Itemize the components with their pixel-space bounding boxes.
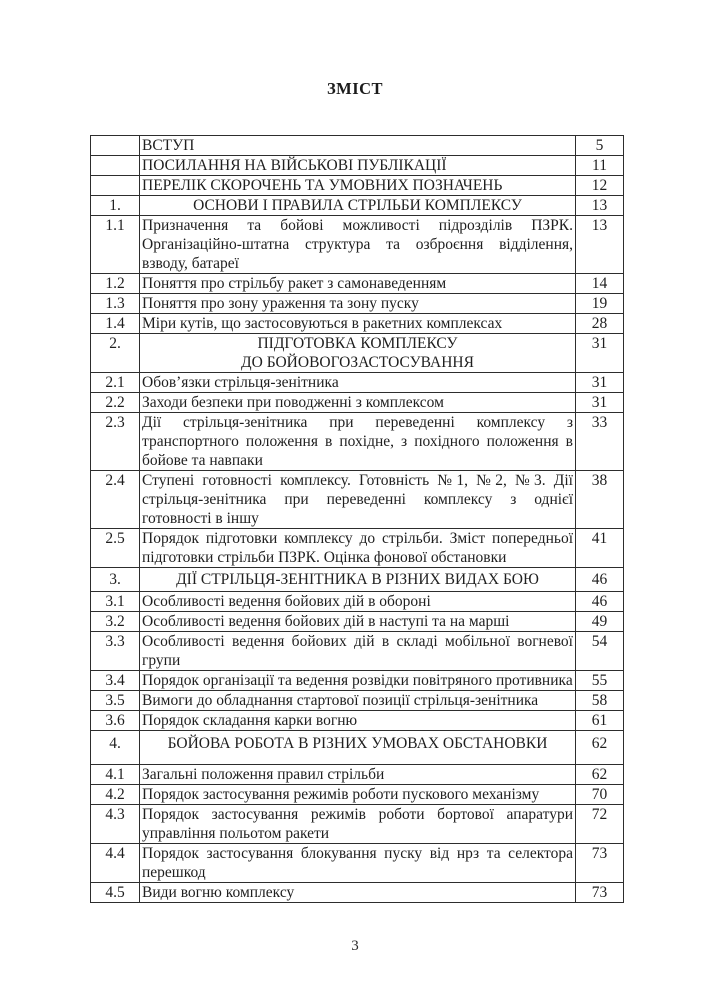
toc-row-number: 4.5 <box>91 883 140 903</box>
toc-row <box>91 612 624 632</box>
toc-row <box>91 413 624 471</box>
toc-row <box>91 765 624 785</box>
toc-row-title: Порядок застосування блокування пуску від нрз та селектора перешкод <box>140 844 576 883</box>
toc-row-number: 2. <box>91 334 140 373</box>
toc-row-page: 46 <box>576 568 624 592</box>
toc-row <box>91 216 624 274</box>
toc-row-page: 12 <box>576 176 624 196</box>
toc-row-number: 2.4 <box>91 471 140 529</box>
toc-row-title: Вимоги до обладнання стартової позиції стрільця-зенітника <box>140 691 576 711</box>
page-number: 3 <box>351 938 359 954</box>
toc-row-page: 55 <box>576 671 624 691</box>
toc-row-page: 31 <box>576 334 624 373</box>
toc-row-number: 4.2 <box>91 785 140 805</box>
toc-row-title: Порядок застосування режимів роботи пускового механізму <box>140 785 576 805</box>
toc-row-title: Порядок підготовки комплексу до стрільби. Зміст попередньої підготовки стрільби ПЗРК. Оцінка фонової обстановки <box>140 529 576 568</box>
toc-row <box>91 393 624 413</box>
toc-row-title: Призначення та бойові можливості підрозділів ПЗРК. Організаційно-штатна структура та озброєння відділення, взводу, батареї <box>140 216 576 274</box>
toc-row-page: 33 <box>576 413 624 471</box>
toc-row-title: БОЙОВА РОБОТА В РІЗНИХ УМОВАХ ОБСТАНОВКИ <box>140 731 576 765</box>
toc-row-title: Поняття про стрільбу ракет з самонаведенням <box>140 274 576 294</box>
toc-row-number: 3.4 <box>91 671 140 691</box>
toc-row <box>91 568 624 592</box>
toc-row-number: 4. <box>91 731 140 765</box>
toc-row-page: 13 <box>576 196 624 216</box>
toc-row-title: Особливості ведення бойових дій в складі мобільної вогневої групи <box>140 632 576 671</box>
toc-table <box>90 135 624 903</box>
toc-row-page: 11 <box>576 156 624 176</box>
toc-row-number: 4.4 <box>91 844 140 883</box>
toc-row <box>91 294 624 314</box>
toc-row <box>91 136 624 156</box>
toc-row <box>91 691 624 711</box>
toc-row-page: 72 <box>576 805 624 844</box>
toc-row-number <box>91 136 140 156</box>
toc-row-title: Види вогню комплексу <box>140 883 576 903</box>
toc-row-number: 2.2 <box>91 393 140 413</box>
toc-row-number: 1. <box>91 196 140 216</box>
toc-row <box>91 176 624 196</box>
toc-row-page: 13 <box>576 216 624 274</box>
toc-row <box>91 844 624 883</box>
toc-row-title: Ступені готовності комплексу. Готовність №1, №2, №3. Дії стрільця-зенітника при переведенні комплексу з однієї готовності в іншу <box>140 471 576 529</box>
toc-row-page: 38 <box>576 471 624 529</box>
toc-row-title: ОСНОВИ І ПРАВИЛА СТРІЛЬБИ КОМПЛЕКСУ <box>140 196 576 216</box>
toc-row-page: 58 <box>576 691 624 711</box>
toc-row-page: 14 <box>576 274 624 294</box>
toc-row-number: 3.6 <box>91 711 140 731</box>
toc-row-title: Поняття про зону ураження та зону пуску <box>140 294 576 314</box>
toc-row <box>91 711 624 731</box>
toc-row-page: 28 <box>576 314 624 334</box>
page-title: ЗМІСТ <box>326 79 384 98</box>
toc-row-number <box>91 176 140 196</box>
toc-row <box>91 274 624 294</box>
toc-row-page: 70 <box>576 785 624 805</box>
toc-row-title: Особливості ведення бойових дій в обороні <box>140 592 576 612</box>
toc-row-number: 3.1 <box>91 592 140 612</box>
toc-row <box>91 314 624 334</box>
toc-row-title: Порядок складання карки вогню <box>140 711 576 731</box>
toc-row-page: 41 <box>576 529 624 568</box>
toc-row-page: 54 <box>576 632 624 671</box>
toc-row-number: 1.3 <box>91 294 140 314</box>
toc-row-number: 1.2 <box>91 274 140 294</box>
toc-row <box>91 196 624 216</box>
toc-row-title: Порядок організації та ведення розвідки повітряного противника <box>140 671 576 691</box>
toc-row-title: Дії стрільця-зенітника при переведенні комплексу з транспортного положення в похідне, з похідного положення в бойове та навпаки <box>140 413 576 471</box>
toc-row <box>91 373 624 393</box>
toc-row <box>91 592 624 612</box>
toc-row-title: ДІЇ СТРІЛЬЦЯ-ЗЕНІТНИКА В РІЗНИХ ВИДАХ БОЮ <box>140 568 576 592</box>
toc-row <box>91 785 624 805</box>
toc-row-page: 73 <box>576 883 624 903</box>
toc-row-page: 46 <box>576 592 624 612</box>
toc-row-number: 3.2 <box>91 612 140 632</box>
toc-row-number: 3.5 <box>91 691 140 711</box>
toc-row-number: 3.3 <box>91 632 140 671</box>
toc-row-page: 61 <box>576 711 624 731</box>
toc-row <box>91 805 624 844</box>
toc-row-page: 31 <box>576 393 624 413</box>
toc-row <box>91 883 624 903</box>
toc-row <box>91 731 624 765</box>
toc-row-number: 2.3 <box>91 413 140 471</box>
toc-row-title: ПІДГОТОВКА КОМПЛЕКСУ ДО БОЙОВОГОЗАСТОСУВАННЯ <box>140 334 576 373</box>
toc-row-title: Загальні положення правил стрільби <box>140 765 576 785</box>
toc-row-number: 3. <box>91 568 140 592</box>
toc-row-page: 31 <box>576 373 624 393</box>
toc-row <box>91 671 624 691</box>
toc-row-title: Порядок застосування режимів роботи бортової апаратури управління польотом ракети <box>140 805 576 844</box>
toc-row-page: 73 <box>576 844 624 883</box>
toc-row-title: ПЕРЕЛІК СКОРОЧЕНЬ ТА УМОВНИХ ПОЗНАЧЕНЬ <box>140 176 576 196</box>
toc-row-title: Обов’язки стрільця-зенітника <box>140 373 576 393</box>
toc-row-title: Міри кутів, що застосовуються в ракетних комплексах <box>140 314 576 334</box>
toc-row <box>91 156 624 176</box>
toc-row-title: ПОСИЛАННЯ НА ВІЙСЬКОВІ ПУБЛІКАЦІЇ <box>140 156 576 176</box>
toc-row-number: 4.1 <box>91 765 140 785</box>
toc-row-number <box>91 156 140 176</box>
toc-table-body <box>91 136 624 903</box>
toc-row-page: 62 <box>576 731 624 765</box>
toc-row-number: 2.1 <box>91 373 140 393</box>
toc-row-number: 2.5 <box>91 529 140 568</box>
toc-row-number: 4.3 <box>91 805 140 844</box>
toc-row-title: Особливості ведення бойових дій в наступі та на марші <box>140 612 576 632</box>
toc-row-number: 1.4 <box>91 314 140 334</box>
toc-row-page: 62 <box>576 765 624 785</box>
toc-row <box>91 529 624 568</box>
toc-row-page: 19 <box>576 294 624 314</box>
toc-row <box>91 334 624 373</box>
toc-row-title: Заходи безпеки при поводженні з комплексом <box>140 393 576 413</box>
toc-row-number: 1.1 <box>91 216 140 274</box>
toc-row-page: 5 <box>576 136 624 156</box>
toc-row <box>91 471 624 529</box>
toc-row <box>91 632 624 671</box>
toc-row-page: 49 <box>576 612 624 632</box>
toc-row-title: ВСТУП <box>140 136 576 156</box>
